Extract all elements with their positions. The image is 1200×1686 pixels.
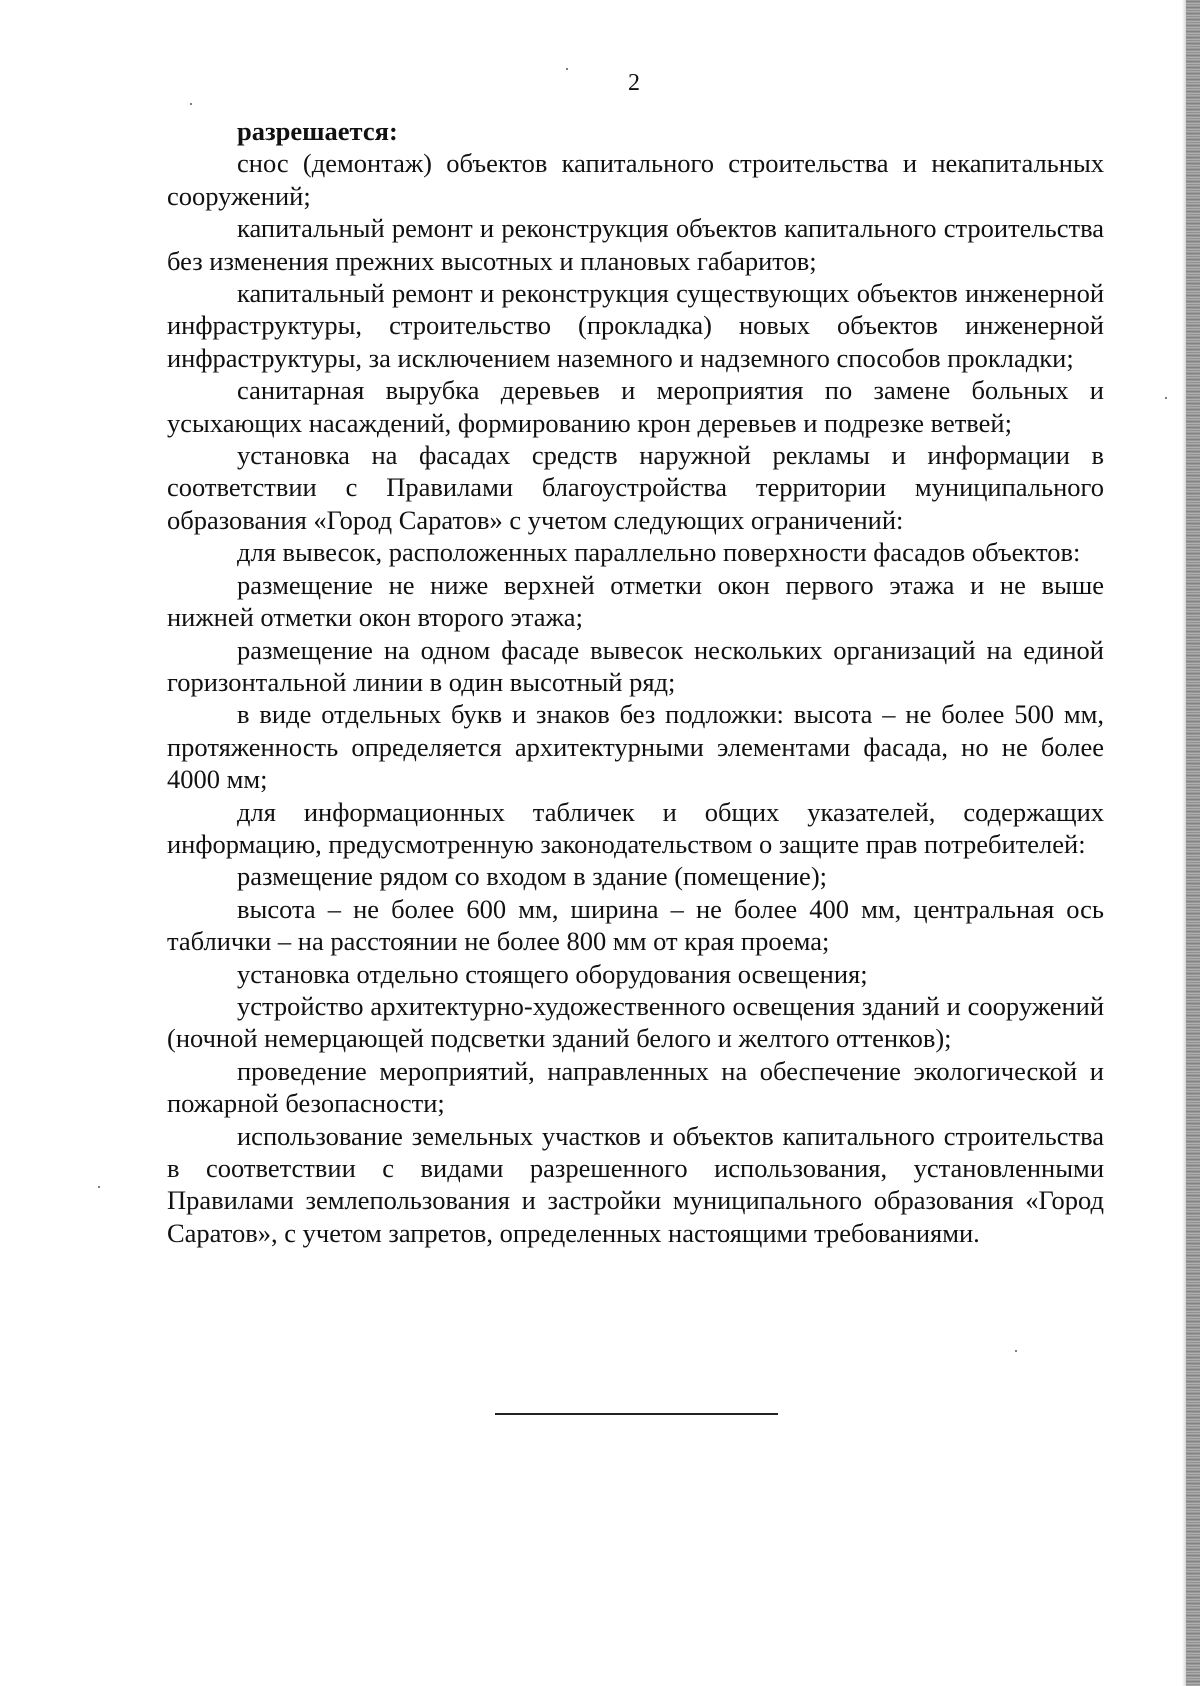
end-of-document-rule xyxy=(495,1413,778,1415)
paragraph: для вывесок, расположенных параллельно поверхности фасадов объектов: xyxy=(237,537,1081,568)
paragraph: в виде отдельных букв и знаков без подложки: высота – не более 500 мм, протяженность определяется архитектурными элементами фасада, но не более 4000 мм; xyxy=(167,699,1104,795)
paragraph: капитальный ремонт и реконструкция объектов капитального строительства без изменения прежних высотных и плановых габаритов; xyxy=(167,213,1104,276)
paragraph: снос (демонтаж) объектов капитального строительства и некапитальных сооружений; xyxy=(167,148,1104,211)
paragraph: санитарная вырубка деревьев и мероприятия по замене больных и усыхающих насаждений, формированию крон деревьев и подрезке ветвей; xyxy=(167,375,1104,438)
scan-edge xyxy=(1186,0,1200,1686)
paragraph: установка отдельно стоящего оборудования освещения; xyxy=(237,958,868,989)
paragraph: размещение на одном фасаде вывесок нескольких организаций на единой горизонтальной линии в один высотный ряд; xyxy=(167,634,1104,697)
paragraph: для информационных табличек и общих указателей, содержащих информацию, предусмотренную законодательством о защите прав потребителей: xyxy=(167,796,1104,859)
scan-speck xyxy=(98,1186,100,1188)
paragraph: устройство архитектурно-художественного освещения зданий и сооружений (ночной немерцающей подсветки зданий белого и желтого оттенков); xyxy=(167,990,1104,1054)
paragraph: установка на фасадах средств наружной рекламы и информации в соответствии с Правилами благоустройства территории муниципального образования «Город Саратов» с учетом следующих ограничений: xyxy=(167,440,1104,535)
paragraph: высота – не более 600 мм, ширина – не более 400 мм, центральная ось таблички – на расстоянии не более 800 мм от края проема; xyxy=(167,893,1104,957)
paragraph: использование земельных участков и объектов капитального строительства в соответствии с видами разрешенного использования, установленными Правилами землепользования и застройки муниципального образования «Город Саратов», с учетом запретов, определенных настоящими требованиями. xyxy=(167,1120,1104,1248)
scan-speck xyxy=(190,103,192,105)
document-body xyxy=(167,115,1104,1249)
scan-speck xyxy=(1015,1350,1017,1352)
paragraph: капитальный ремонт и реконструкция существующих объектов инженерной инфраструктуры, строительство (прокладка) новых объектов инженерной инфраструктуры, за исключением наземного и надземного способов прокладки; xyxy=(167,278,1104,373)
paragraph-heading: разрешается: xyxy=(237,116,398,146)
scan-speck xyxy=(1165,397,1167,399)
page-number: 2 xyxy=(628,70,640,96)
paragraph: размещение рядом со входом в здание (помещение); xyxy=(237,861,828,892)
paragraph: размещение не ниже верхней отметки окон первого этажа и не выше нижней отметки окон второго этажа; xyxy=(167,569,1104,633)
paragraph: проведение мероприятий, направленных на обеспечение экологической и пожарной безопасности; xyxy=(167,1055,1104,1119)
